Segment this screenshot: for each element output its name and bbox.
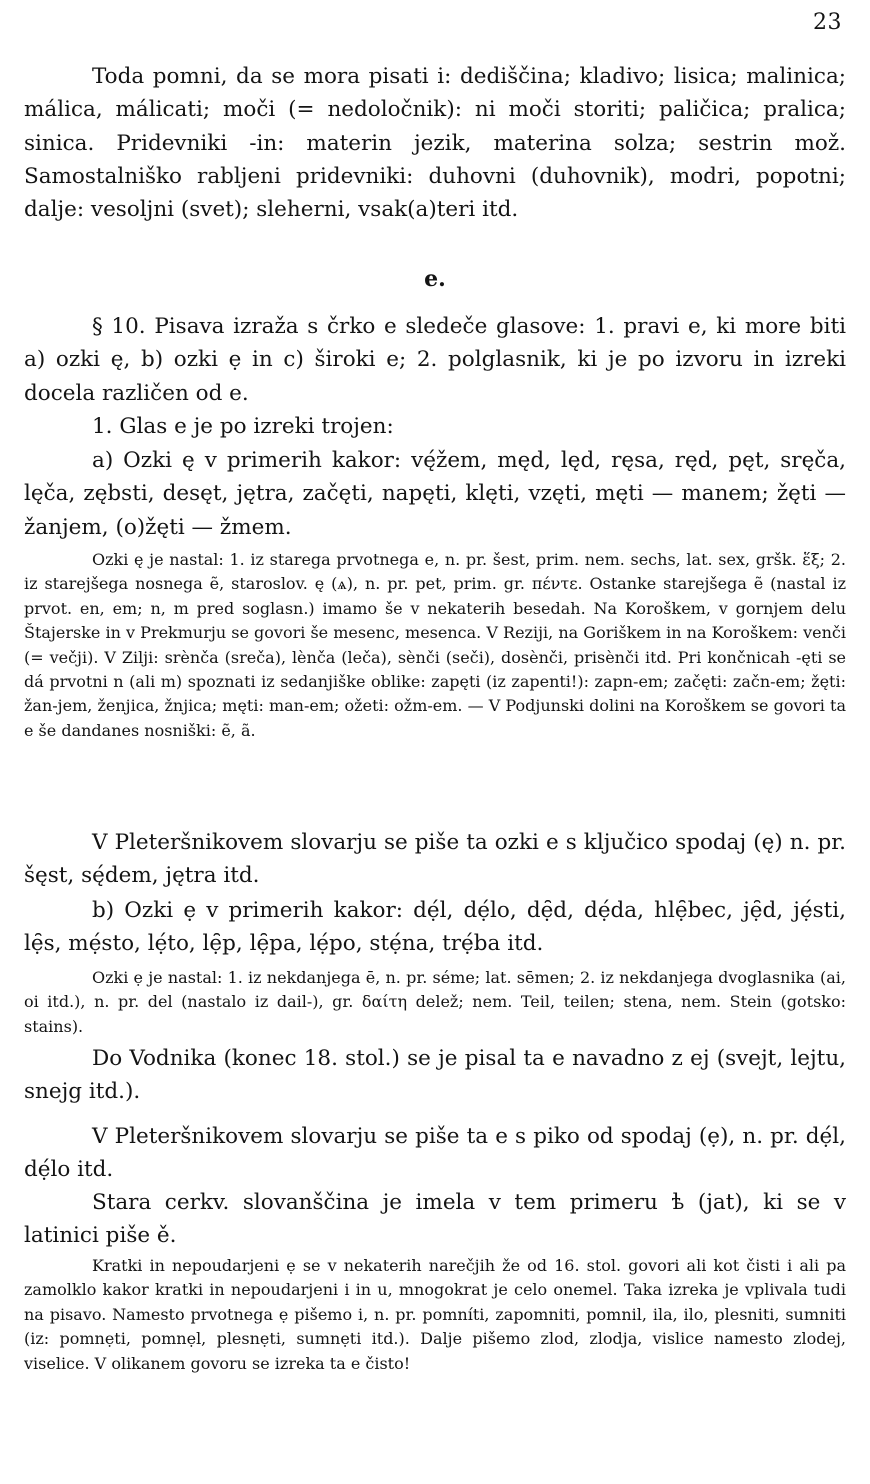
paragraph-vodnik (24, 1042, 846, 1109)
paragraph-text: b) Ozki ẹ v primerih kakor: dẹ́l, dẹ́lo, dẹ̑d, dẹ́da, hlẹ̑bec, jẹ̑d, jẹ́sti, lẹ̑s, mẹ́sto, lẹ́to, lẹ̑p, lẹ̑pa, lẹ́po, stẹ́na, trẹ́ba itd. (24, 898, 846, 957)
note-origin-ozki-e-b (24, 966, 846, 1039)
paragraph-pletersnik-kljucica (24, 826, 846, 893)
paragraph-text: Do Vodnika (konec 18. stol.) se je pisal ta e navadno z ej (svejt, lejtu, snejg itd.). (24, 1046, 846, 1105)
section-10-paragraph (24, 310, 846, 410)
paragraph-ozki-e-b (24, 894, 846, 961)
note-text: Kratki in nepoudarjeni ẹ se v nekaterih narečjih že od 16. stol. govori ali kot čisti i ali pa zamolklo kakor kratki in nepoudarjeni i in u, mnogokrat je celo onemel. Taka izreka je vplivala tudi na pisavo. Namesto prvotnega ẹ pišemo i, n. pr. pomníti, zapomniti, pomnil, ila, ilo, plesniti, sumniti (iz: pomnẹti, pomnẹl, plesnẹti, sumnẹti itd.). Dalje pišemo zlod, zlodja, vislice namesto zlodej, viselice. V olikanem govoru se izreka ta e čisto! (24, 1256, 846, 1373)
paragraph-text: § 10. Pisava izraža s črko e sledeče glasove: 1. pravi e, ki more biti a) ozki ę, b) ozki ẹ in c) široki e; 2. polglasnik, ki je po izvoru in izreki docela različen od e. (24, 314, 846, 406)
paragraph-text: V Pleteršnikovem slovarju se piše ta e s piko od spodaj (ẹ), n. pr. dẹ́l, dẹ́lo itd. (24, 1124, 846, 1183)
paragraph-text: Toda pomni, da se mora pisati i: dediščina; kladivo; lisica; malinica; málica, málicati; moči (= nedoločnik): ni moči storiti; paličica; pralica; sinica. Pridevniki -in: materin jezik, materina solza; sestrin mož. Samostalniško rabljeni pridevniki: duhovni (duhovnik), modri, popotni; dalje: vesoljni (svet); sleherni, vsak(a)teri itd. (24, 64, 846, 223)
paragraph-glas-e (24, 410, 846, 443)
paragraph-text: V Pleteršnikovem slovarju se piše ta ozki e s ključico spodaj (ę) n. pr. šęst, sę́dem, jętra itd. (24, 830, 846, 889)
paragraph-text: 1. Glas e je po izreki trojen: (92, 414, 394, 439)
paragraph-text: Stara cerkv. slovanščina je imela v tem primeru ѣ (jat), ki se v latinici piše ě. (24, 1190, 846, 1249)
paragraph-text: a) Ozki ę v primerih kakor: vę́žem, męd, lęd, ręsa, ręd, pęt, sręča, lęča, zębsti, desęt, jętra, začęti, napęti, klęti, vzęti, męti — manem; žęti — žanjem, (o)žęti — žmem. (24, 448, 846, 540)
paragraph-pletersnik-pika (24, 1120, 846, 1187)
note-text: Ozki ẹ je nastal: 1. iz nekdanjega ē, n. pr. séme; lat. sēmen; 2. iz nekdanjega dvoglasnika (ai, oi itd.), n. pr. del (nastalo iz dail-), gr. δαίτη delež; nem. Teil, teilen; stena, nem. Stein (gotsko: stains). (24, 968, 846, 1036)
paragraph-stara-cerkvena (24, 1186, 846, 1253)
page-number: 23 (813, 10, 842, 35)
note-origin-ozki-e (24, 548, 846, 743)
section-heading-e: e. (424, 266, 446, 292)
paragraph-ozki-e-a (24, 444, 846, 544)
note-text: Ozki ę je nastal: 1. iz starega prvotnega e, n. pr. šest, prim. nem. sechs, lat. sex, gršk. ἕξ; 2. iz starejšega nosnega ẽ, staroslov. ę (ѧ), n. pr. pet, prim. gr. πέντε. Ostanke starejšega ẽ (nastal iz prvot. en, em; n, m pred soglasn.) imamo še v nekaterih besedah. Na Koroškem, v gornjem delu Štajerske in v Prekmurju se govori še mesenc, mesenca. V Reziji, na Goriškem in na Koroškem: venči (= večji). V Zilji: srènča (sreča), lènča (leča), sènči (seči), dosènči, prisènči itd. Pri končnicah -ęti se dá prvotni n (ali m) spoznati iz sedanjiške oblike: zapęti (iz zapenti!): zapn-em; začęti: začn-em; žęti: žan-jem, ženjica, žnjica; męti: man-em; ožeti: ožm-em. — V Podjunski dolini na Koroškem se govori ta e še dandanes nosniški: ẽ, ã. (24, 550, 846, 740)
paragraph-spelling-i (24, 60, 846, 226)
note-kratki-e (24, 1254, 846, 1376)
